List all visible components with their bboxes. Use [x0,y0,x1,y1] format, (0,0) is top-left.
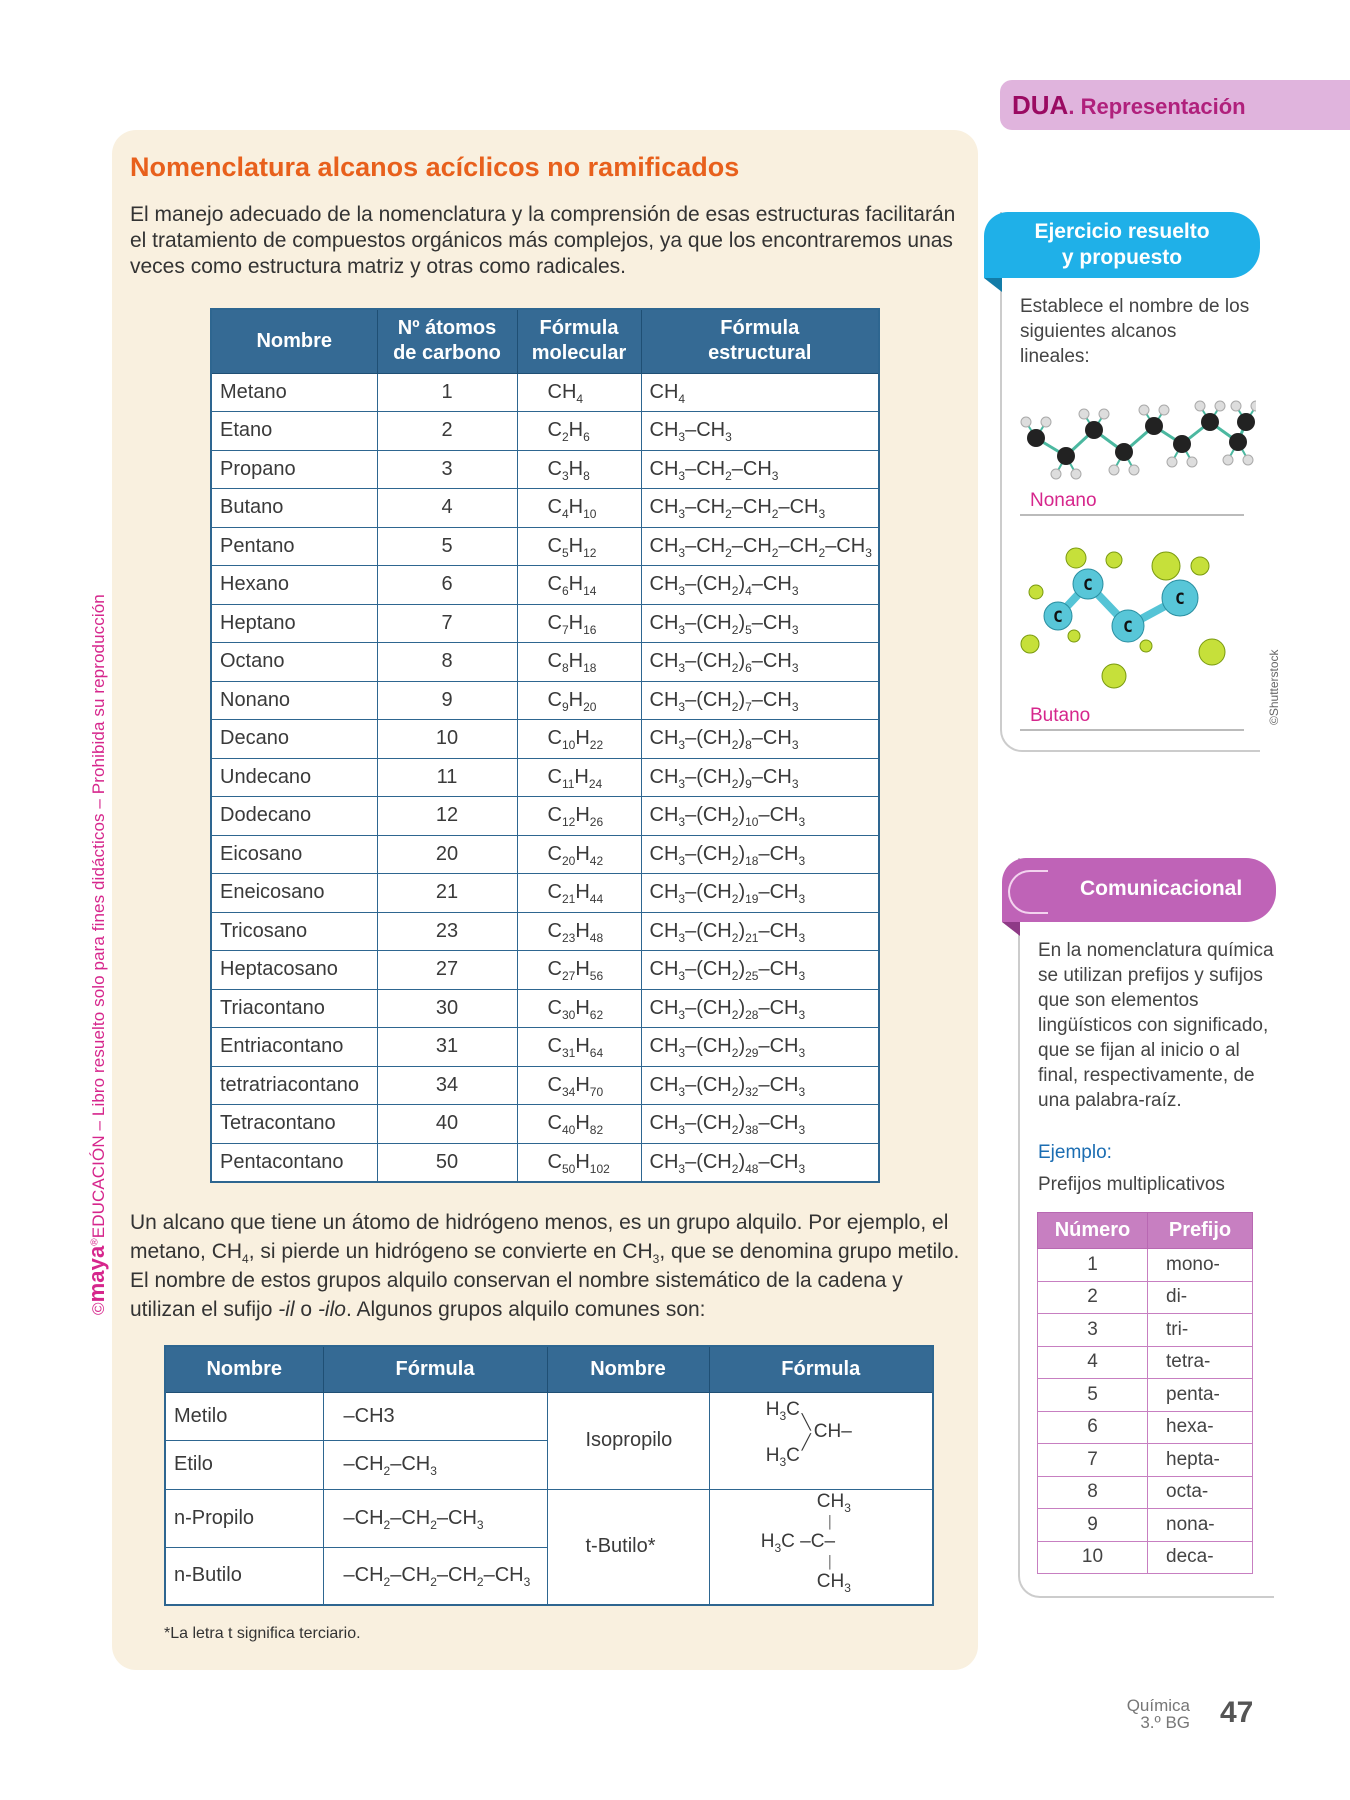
dua-header [1000,80,1350,130]
answer-underline [1020,514,1244,516]
alkane-name: Pentacontano [211,1143,377,1182]
alkyl-formula: $-CH_2-CH_2-CH_2-CH_3$ [323,1547,547,1605]
brand-logo: maya [84,1245,109,1303]
atom-label: C [1053,607,1063,626]
header-nombre-1: Nombre [165,1346,323,1392]
struct-part: CH– [813,1420,852,1442]
carbon-atom [1027,429,1045,447]
bond-line: │ [826,1514,835,1529]
alkane-name: Metano [211,373,377,412]
table-row [211,412,879,451]
carbon-atom [1229,433,1247,451]
table-row [211,1105,879,1144]
molecular-formula: $C_6H_{14}$ [517,566,641,605]
exercise-tab [984,212,1260,278]
alkyl-groups-table [164,1345,934,1606]
alkane-name: Undecano [211,758,377,797]
molecular-formula: $C_{40}H_{82}$ [517,1105,641,1144]
alkyl-name: Isopropilo [547,1392,709,1489]
hydrogen-atom [1066,548,1086,568]
intro-paragraph: El manejo adecuado de la nomenclatura y la comprensión de esas estructuras facilitarán el tratamiento de compuestos orgánicos más complejos, ya que los encontraremos unas veces como estructura matriz y otras como radicales. [130,203,956,278]
carbon-count: 40 [377,1105,517,1144]
structural-formula: $CH_3-(CH_2)_{21}-CH_3$ [641,912,879,951]
table-row [211,566,879,605]
molecular-formula: $C_4H_{10}$ [517,489,641,528]
structural-formula: $CH_3-(CH_2)_{18}-CH_3$ [641,835,879,874]
table-row [1038,1314,1253,1347]
alkane-name: Decano [211,720,377,759]
bond-line: ╱ [801,1433,811,1451]
table-row [211,450,879,489]
carbon-count: 12 [377,797,517,836]
table-row [211,720,879,759]
watermark-text: EDUCACIÓN – Libro resuelto solo para fines didácticos – Prohibida su reproducción [89,594,108,1239]
structural-formula: $CH_3-CH_3$ [641,412,879,451]
hydrogen-atom [1243,455,1253,465]
carbon-atom [1145,417,1163,435]
structural-formula: $CH_3-(CH_2)_{32}-CH_3$ [641,1066,879,1105]
hydrogen-atom [1051,469,1061,479]
structural-formula: $CH_3-(CH_2)_6-CH_3$ [641,643,879,682]
table-row [211,1066,879,1105]
comunicacional-tab [1002,858,1276,922]
struct-part: $CH_3$ [816,1490,851,1515]
page-number: 47 [1220,1696,1254,1729]
nonane-molecule-image [1016,390,1256,480]
answer-butano: Butano [1030,705,1091,726]
molecular-formula: $C_{20}H_{42}$ [517,835,641,874]
structural-formula: $CH_3-(CH_2)_{29}-CH_3$ [641,1028,879,1067]
alkane-name: Eneicosano [211,874,377,913]
example-label: Ejemplo: [1038,1142,1112,1163]
carbon-atom [1057,447,1075,465]
table-row [211,489,879,528]
comunicacional-text: En la nomenclatura química se utilizan prefijos y sufijos que son elementos lingüísticos con significado, que se fijan al inicio o al final, respectivamente, de una palabra-raíz. [1038,940,1274,1111]
molecular-formula: $C_2H_6$ [517,412,641,451]
carbon-count: 20 [377,835,517,874]
prefix-value: hepta- [1148,1444,1253,1477]
header-carbonos: Nº átomos de carbono [377,309,517,373]
structural-formula: $CH_3-(CH_2)_{48}-CH_3$ [641,1143,879,1182]
molecular-formula: $C_{10}H_{22}$ [517,720,641,759]
structural-formula: $CH_3-(CH_2)_4-CH_3$ [641,566,879,605]
table-row [1038,1281,1253,1314]
prefix-number: 9 [1038,1509,1148,1542]
prefix-value: deca- [1148,1541,1253,1574]
structural-formula: $CH_3-(CH_2)_{28}-CH_3$ [641,989,879,1028]
molecular-formula: $C_{31}H_{64}$ [517,1028,641,1067]
table-row [211,373,879,412]
hydrogen-atom [1071,469,1081,479]
alkane-name: Hexano [211,566,377,605]
carbon-atom [1085,421,1103,439]
hydrogen-atom [1195,401,1205,411]
table-row [1038,1444,1253,1477]
dua-label: DUA [1012,90,1069,120]
alkane-name: Tetracontano [211,1105,377,1144]
carbon-count: 3 [377,450,517,489]
carbon-count: 6 [377,566,517,605]
hydrogen-atom [1021,417,1031,427]
image-credit: ©Shutterstock [1267,649,1281,725]
speech-c-icon [1008,870,1048,914]
hydrogen-atom [1102,664,1126,688]
alkyl-name: Metilo [165,1392,323,1441]
structural-formula: $CH_3-(CH_2)_9-CH_3$ [641,758,879,797]
prefix-value: hexa- [1148,1411,1253,1444]
alkane-name: Heptacosano [211,951,377,990]
answer-underline [1020,729,1244,731]
example-subtitle: Prefijos multiplicativos [1038,1174,1225,1195]
carbon-count: 21 [377,874,517,913]
hydrogen-atom [1021,635,1039,653]
table-row [211,1028,879,1067]
carbon-atom [1173,435,1191,453]
alkane-name: Entriacontano [211,1028,377,1067]
alkane-name: Butano [211,489,377,528]
tbutyl-structure [709,1489,933,1605]
isopropyl-structure [709,1392,933,1489]
structural-formula: $CH_3-(CH_2)_{38}-CH_3$ [641,1105,879,1144]
table-row [211,604,879,643]
table-row [211,681,879,720]
carbon-atom [1237,413,1255,431]
atom-label: C [1123,617,1133,636]
exercise-title-line2: y propuesto [1061,246,1183,269]
header-estructural: Fórmula estructural [641,309,879,373]
carbon-count: 31 [377,1028,517,1067]
table-row [1038,1379,1253,1412]
carbon-count: 30 [377,989,517,1028]
carbon-count: 4 [377,489,517,528]
hydrogen-atom [1251,401,1256,411]
footer-subject [1110,1697,1190,1731]
table-row [165,1392,933,1441]
carbon-count: 7 [377,604,517,643]
section-title: Nomenclatura alcanos acíclicos no ramificados [130,152,740,182]
alkane-name: Dodecano [211,797,377,836]
carbon-count: 2 [377,412,517,451]
bond-line: ╲ [801,1413,811,1431]
molecular-formula: $C_7H_{16}$ [517,604,641,643]
hydrogen-atom [1187,457,1197,467]
carbon-count: 5 [377,527,517,566]
carbon-count: 27 [377,951,517,990]
carbon-count: 8 [377,643,517,682]
prefix-value: nona- [1148,1509,1253,1542]
molecular-formula: $C_{34}H_{70}$ [517,1066,641,1105]
comunicacional-card [1018,858,1274,1598]
struct-part: $CH_3$ [816,1570,851,1595]
exercise-card [1000,212,1260,752]
carbon-count: 50 [377,1143,517,1182]
hydrogen-atom [1041,417,1051,427]
subject-name: Química [1126,1696,1190,1715]
molecular-formula: $C_{27}H_{56}$ [517,951,641,990]
hydrogen-atom [1068,630,1080,642]
structural-formula: $CH_3-(CH_2)_5-CH_3$ [641,604,879,643]
grade-level: 3.º BG [1140,1713,1190,1732]
exercise-title-line1: Ejercicio resuelto [1034,220,1210,243]
atom-label: C [1083,575,1093,594]
prefix-number: 5 [1038,1379,1148,1412]
copyright-watermark: ©maya®EDUCACIÓN – Libro resuelto solo para fines didácticos – Prohibida su reproducción [84,594,109,1315]
table-row [211,527,879,566]
prefix-number: 10 [1038,1541,1148,1574]
tab-fold [1002,922,1020,936]
structural-formula: $CH_4$ [641,373,879,412]
main-content-panel [112,130,978,1670]
molecular-formula: $C_3H_8$ [517,450,641,489]
hydrogen-atom [1152,552,1180,580]
tab-fold [984,278,1002,292]
header-formula-1: Fórmula [323,1346,547,1392]
alkyl-formula: –CH3 [323,1392,547,1441]
prefix-number: 2 [1038,1281,1148,1314]
prefix-value: penta- [1148,1379,1253,1412]
hydrogen-atom [1223,455,1233,465]
molecular-formula: $C_{11}H_{24}$ [517,758,641,797]
exercise-text: Establece el nombre de los siguientes alcanos lineales: [1020,296,1250,367]
carbon-atom [1115,443,1133,461]
molecular-formula: $C_9H_{20}$ [517,681,641,720]
table-header-row [211,309,879,373]
structural-formula: $CH_3-(CH_2)_{10}-CH_3$ [641,797,879,836]
alkane-name: Etano [211,412,377,451]
table-row [165,1489,933,1547]
alkyl-name: n-Butilo [165,1547,323,1605]
hydrogen-atom [1231,401,1241,411]
table-row [211,912,879,951]
header-formula-2: Fórmula [709,1346,933,1392]
hydrogen-atom [1079,409,1089,419]
alkyl-name: t-Butilo* [547,1489,709,1605]
prefix-number: 8 [1038,1476,1148,1509]
header-numero: Número [1038,1213,1148,1249]
hydrogen-atom [1140,640,1152,652]
hydrogen-atom [1199,639,1225,665]
hydrogen-atom [1191,557,1209,575]
molecular-formula: $CH_4$ [517,373,641,412]
struct-part: $H_3C$ [765,1398,800,1423]
table-row [1038,1411,1253,1444]
alkane-name: Octano [211,643,377,682]
table-row [1038,1541,1253,1574]
alkane-nomenclature-table [210,308,880,1183]
carbon-count: 11 [377,758,517,797]
molecular-formula: $C_{30}H_{62}$ [517,989,641,1028]
molecular-formula: $C_5H_{12}$ [517,527,641,566]
butane-molecule-image [1018,546,1248,696]
carbon-count: 23 [377,912,517,951]
struct-part: $H_3C$ [765,1444,800,1469]
table-row [211,643,879,682]
hydrogen-atom [1029,585,1043,599]
prefix-number: 3 [1038,1314,1148,1347]
atom-label: C [1175,589,1185,608]
hydrogen-atom [1099,409,1109,419]
prefix-number: 6 [1038,1411,1148,1444]
hydrogen-atom [1167,457,1177,467]
answer-nonano: Nonano [1030,490,1097,511]
alkane-name: tetratriacontano [211,1066,377,1105]
header-nombre: Nombre [211,309,377,373]
carbon-count: 1 [377,373,517,412]
bond-line: │ [826,1554,835,1569]
prefix-number: 1 [1038,1249,1148,1282]
hydrogen-atom [1159,405,1169,415]
structural-formula: $CH_3-(CH_2)_8-CH_3$ [641,720,879,759]
hydrogen-atom [1109,465,1119,475]
alkyl-name: Etilo [165,1441,323,1490]
header-prefijo: Prefijo [1148,1213,1253,1249]
hydrogen-atom [1139,405,1149,415]
header-nombre-2: Nombre [547,1346,709,1392]
table-row [211,1143,879,1182]
table-row [1038,1509,1253,1542]
structural-formula: $CH_3-(CH_2)_7-CH_3$ [641,681,879,720]
table-row [211,951,879,990]
prefix-value: mono- [1148,1249,1253,1282]
alkyl-intro-paragraph: Un alcano que tiene un átomo de hidrógeno menos, es un grupo alquilo. Por ejemplo, el metano, $CH_4$, si pierde un hidrógeno se convierte en $CH_3$, que se denomina grupo metilo. El nombre de estos grupos alquilo conservan el nombre sistemático de la cadena y utilizan el sufijo -il o -ilo. Algunos grupos alquilo comunes son: [130,1211,960,1321]
alkane-name: Tricosano [211,912,377,951]
table-row [211,797,879,836]
table-row [211,835,879,874]
structural-formula: $CH_3-(CH_2)_{19}-CH_3$ [641,874,879,913]
prefix-value: tetra- [1148,1346,1253,1379]
table-row [211,874,879,913]
prefix-number: 4 [1038,1346,1148,1379]
alkyl-formula: $-CH_2-CH_3$ [323,1441,547,1490]
prefix-value: tri- [1148,1314,1253,1347]
molecular-formula: $C_8H_{18}$ [517,643,641,682]
prefix-value: octa- [1148,1476,1253,1509]
comunicacional-title: Comunicacional [1080,877,1243,900]
hydrogen-atom [1215,401,1225,411]
header-molecular: Fórmula molecular [517,309,641,373]
struct-part: $H_3C$ –C– [760,1530,836,1555]
dua-title: . Representación [1068,94,1246,119]
alkane-name: Pentano [211,527,377,566]
hydrogen-atom [1106,552,1122,568]
carbon-count: 9 [377,681,517,720]
table-header-row [165,1346,933,1392]
table-row [1038,1346,1253,1379]
molecular-formula: $C_{23}H_{48}$ [517,912,641,951]
table-row [1038,1476,1253,1509]
footnote: *La letra t significa terciario. [164,1625,361,1642]
hydrogen-atom [1129,465,1139,475]
carbon-count: 34 [377,1066,517,1105]
carbon-count: 10 [377,720,517,759]
prefix-number: 7 [1038,1444,1148,1477]
alkane-name: Triacontano [211,989,377,1028]
structural-formula: $CH_3-CH_2-CH_3$ [641,450,879,489]
table-row [211,758,879,797]
structural-formula: $CH_3-(CH_2)_{25}-CH_3$ [641,951,879,990]
prefix-table [1037,1212,1253,1574]
alkane-name: Propano [211,450,377,489]
structural-formula: $CH_3-CH_2-CH_2-CH_3$ [641,489,879,528]
table-row [211,989,879,1028]
alkane-name: Nonano [211,681,377,720]
alkane-name: Eicosano [211,835,377,874]
alkyl-formula: $-CH_2-CH_2-CH_3$ [323,1489,547,1547]
alkane-name: Heptano [211,604,377,643]
table-header-row [1038,1213,1253,1249]
molecular-formula: $C_{12}H_{26}$ [517,797,641,836]
molecular-formula: $C_{50}H_{102}$ [517,1143,641,1182]
molecular-formula: $C_{21}H_{44}$ [517,874,641,913]
table-row [1038,1249,1253,1282]
alkyl-name: n-Propilo [165,1489,323,1547]
carbon-atom [1201,413,1219,431]
structural-formula: $CH_3-CH_2-CH_2-CH_2-CH_3$ [641,527,879,566]
prefix-value: di- [1148,1281,1253,1314]
